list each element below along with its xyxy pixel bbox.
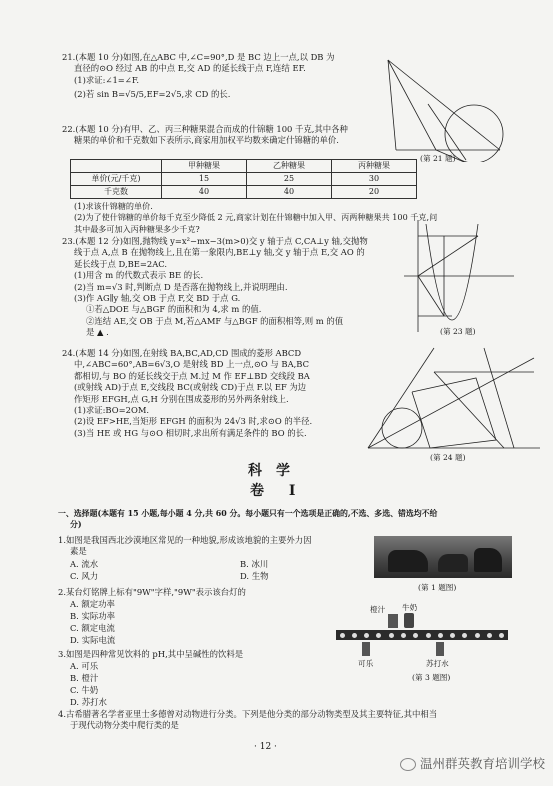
orange-juice-icon xyxy=(388,614,398,628)
figure-23 xyxy=(404,216,516,340)
q24-line: 中,∠ABC=60°,AB=6√3,O 是射线 BD 上一点,⊙O 与 BA,BC xyxy=(74,359,310,370)
table-header: 甲种糖果 xyxy=(162,160,247,173)
page-number: · 12 · xyxy=(254,742,277,752)
label-orange-juice: 橙汁 xyxy=(370,605,386,614)
section-line: 分) xyxy=(70,520,82,530)
q24-line: 作矩形 EFGH,点 G,H 分别在围成菱形的另外两条射线上. xyxy=(74,393,289,404)
figure-23-caption: (第 23 题) xyxy=(440,327,476,336)
q24-line: (3)当 HE 或 HG 与⊙O 相切时,求出所有满足条件的 BO 的长. xyxy=(74,427,307,438)
table-cell: 单价(元/千克) xyxy=(71,173,162,186)
q22-line: (1)求该什锦糖的单价. xyxy=(74,201,153,211)
science-q4 xyxy=(58,709,528,732)
q23-line: (1)用含 m 的代数式表示 BE 的长. xyxy=(74,270,204,281)
table-cell: 15 xyxy=(162,173,247,186)
q23-line: 23.(本题 12 分)如图,抛物线 y=x²−mx−3(m>0)交 y 轴于点 C,CA⊥y 轴,交抛物 xyxy=(62,236,368,246)
s1-figure-caption: (第 1 题图) xyxy=(418,583,457,592)
science-q2 xyxy=(58,587,358,598)
table-row xyxy=(71,186,417,199)
s2-option-d: D. 实际电流 xyxy=(70,635,116,645)
q23-line: 线于点 A,点 B 在抛物线上,且在第一象限内,BE⊥y 轴,交 y 轴于点 E,交 AO 的 xyxy=(74,247,365,258)
table-cell: 20 xyxy=(332,186,417,199)
science-q1 xyxy=(58,535,358,558)
wechat-icon xyxy=(400,758,416,771)
watermark-text: 温州群英教育培训学校 xyxy=(419,756,545,771)
q24-line: (1)求证:BO=2OM. xyxy=(74,405,150,416)
figure-24-caption: (第 24 题) xyxy=(430,453,466,462)
science-q3 xyxy=(58,649,358,660)
soda-water-icon xyxy=(436,642,444,656)
candy-table xyxy=(70,159,417,199)
question-21 xyxy=(62,52,380,101)
s3-option-a: A. 可乐 xyxy=(70,661,99,671)
q21-line: 直径的⊙O 经过 AB 的中点 E,交 AD 的延长线于点 F,连结 EF. xyxy=(74,63,306,74)
label-cola: 可乐 xyxy=(358,659,374,668)
q21-line: 21.(本题 10 分)如图,在△ABC 中,∠C=90°,D 是 BC 边上一点,以 DB 为 xyxy=(62,52,335,62)
q22-line: (2)为了使什锦糖的单价每千克至少降低 2 元,商家计划在什锦糖中加入甲、丙两种糖果共 100 千克,问 xyxy=(74,212,438,223)
s3-figure-caption: (第 3 题图) xyxy=(412,673,451,682)
table-cell: 40 xyxy=(162,186,247,199)
s1-option-d: D. 生物 xyxy=(240,571,269,581)
s3-option-d: D. 苏打水 xyxy=(70,697,107,707)
s2-line: 2.某台灯铭牌上标有"9W"字样,"9W"表示该台灯的 xyxy=(58,587,246,597)
s3-option-b: B. 橙汁 xyxy=(70,673,99,683)
q23-line: 延长线于点 D,BE=2AC. xyxy=(74,258,168,269)
question-22 xyxy=(62,124,502,147)
ph-scale-bar xyxy=(336,630,508,640)
q23-line: ①若△DOE 与△BGF 的面积和为 4,求 m 的值. xyxy=(86,304,262,315)
milk-icon xyxy=(404,613,414,628)
watermark xyxy=(400,758,545,771)
desert-landform-photo xyxy=(374,536,512,578)
s1-option-c: C. 风力 xyxy=(70,571,99,581)
q24-line: (或射线 AD)于点 E,交线段 BC(或射线 CD)于点 F.以 EF 为边 xyxy=(74,382,307,393)
figure-24 xyxy=(364,344,542,456)
q23-line: ②连结 AE,交 OB 于点 M,若△AMF 与△BGF 的面积相等,则 m 的值 xyxy=(86,315,344,326)
table-row xyxy=(71,173,417,186)
volume-title: 卷 I xyxy=(250,483,306,499)
question-24 xyxy=(62,348,380,439)
s4-line: 于现代动物分类中爬行类的是 xyxy=(70,720,179,731)
s4-line: 4.古希腊著名学者亚里士多德曾对动物进行分类。下列是他分类的部分动物类型及其主要特征,其中相当 xyxy=(58,709,438,719)
q23-line: 是 ▲ . xyxy=(86,327,109,338)
s1-option-a: A. 流水 xyxy=(70,559,99,569)
table-cell: 千克数 xyxy=(71,186,162,199)
table-header xyxy=(71,160,162,173)
q22-line: 其中最多可加入丙种糖果多少千克? xyxy=(74,223,200,234)
table-header: 丙种糖果 xyxy=(332,160,417,173)
s1-line: 1.如图是我国西北沙漠地区常见的一种地貌,形成该地貌的主要外力因 xyxy=(58,535,312,545)
label-milk: 牛奶 xyxy=(402,603,418,612)
table-cell: 25 xyxy=(247,173,332,186)
figure-21-caption: (第 21 题) xyxy=(420,154,456,163)
s3-option-c: C. 牛奶 xyxy=(70,685,99,695)
q21-line: (2)若 sin B=√5/5,EF=2√5,求 CD 的长. xyxy=(74,89,231,100)
cola-icon xyxy=(362,642,370,656)
s2-option-b: B. 实际功率 xyxy=(70,611,115,621)
label-soda-water: 苏打水 xyxy=(426,659,449,668)
s2-option-c: C. 额定电流 xyxy=(70,623,115,633)
question-23 xyxy=(62,236,380,339)
q23-line: (3)作 AG∥y 轴,交 OB 于点 F,交 BD 于点 G. xyxy=(74,293,241,304)
table-cell: 40 xyxy=(247,186,332,199)
s1-option-b: B. 冰川 xyxy=(240,559,269,569)
s3-line: 3.如图是四种常见饮料的 pH,其中呈碱性的饮料是 xyxy=(58,649,244,659)
q24-line: 都相切,与 BO 的延长线交于点 M.过 M 作 EF⊥BD 交线段 BA xyxy=(74,370,310,381)
section-heading xyxy=(58,508,538,531)
s2-option-a: A. 额定功率 xyxy=(70,599,115,609)
section-line: 一、选择题(本题有 15 小题,每小题 4 分,共 60 分。每小题只有一个选项是正确的,不选、多选、错选均不给 xyxy=(58,509,438,518)
science-title: 科学 xyxy=(248,463,304,479)
q22-line: 糖果的单价和千克数如下表所示,商家用加权平均数来确定什锦糖的单价. xyxy=(74,135,339,146)
table-cell: 30 xyxy=(332,173,417,186)
q21-line: (1)求证:∠1=∠F. xyxy=(74,74,139,85)
q24-line: 24.(本题 14 分)如图,在射线 BA,BC,AD,CD 围成的菱形 ABCD xyxy=(62,348,302,358)
q22-line: 22.(本题 10 分)有甲、乙、丙三种糖果混合而成的什锦糖 100 千克,其中各种 xyxy=(62,124,348,134)
table-header: 乙种糖果 xyxy=(247,160,332,173)
s1-line: 素是 xyxy=(70,546,87,557)
q23-line: (2)当 m=√3 时,判断点 D 是否落在抛物线上,并说明理由. xyxy=(74,281,288,292)
q24-line: (2)设 EF>HE,当矩形 EFGH 的面积为 24√3 时,求⊙O 的半径. xyxy=(74,416,313,427)
